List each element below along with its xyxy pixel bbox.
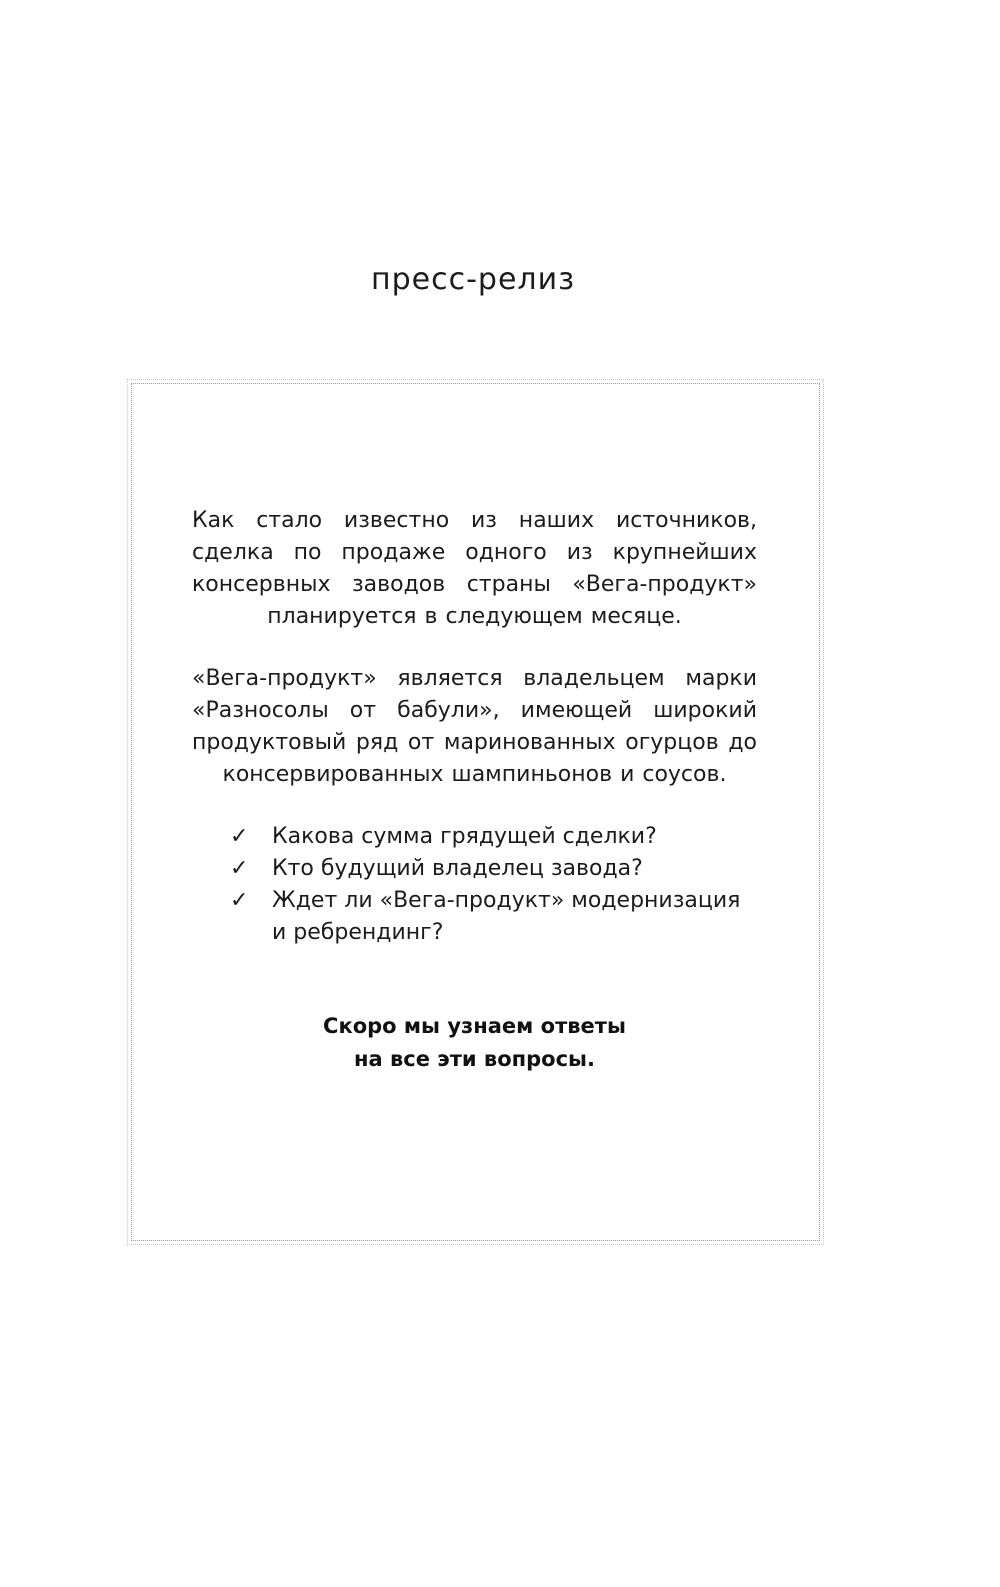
- checkmark-icon: ✓: [230, 824, 249, 849]
- question-item: [192, 885, 757, 949]
- question-item: [192, 821, 757, 853]
- conclusion-line-1: Скоро мы узнаем ответы: [323, 1014, 626, 1038]
- checkmark-icon: ✓: [230, 888, 249, 913]
- conclusion-line-2: на все эти вопросы.: [353, 1047, 596, 1071]
- release-body: [192, 505, 757, 1076]
- question-text: Кто будущий владелец завода?: [272, 856, 643, 881]
- question-text: Ждет ли «Вега-продукт» модернизация и ребрендинг?: [272, 888, 741, 945]
- question-list: [192, 821, 757, 949]
- question-text: Какова сумма грядущей сделки?: [272, 824, 657, 849]
- conclusion: [192, 1010, 757, 1076]
- page-title: пресс-релиз: [370, 262, 576, 297]
- paragraph-brand: «Вега-продукт» является владельцем марки «Разносолы от бабули», имеющей широкий продуктовый ряд от маринованных огурцов до консервированных шампиньонов и соусов.: [192, 666, 757, 787]
- checkmark-icon: ✓: [230, 856, 249, 881]
- paragraph-intro: Как стало известно из наших источников, сделка по продаже одного из крупнейших консервных заводов страны «Вега-продукт» планируется в следующем месяце.: [192, 508, 757, 629]
- question-item: [192, 853, 757, 885]
